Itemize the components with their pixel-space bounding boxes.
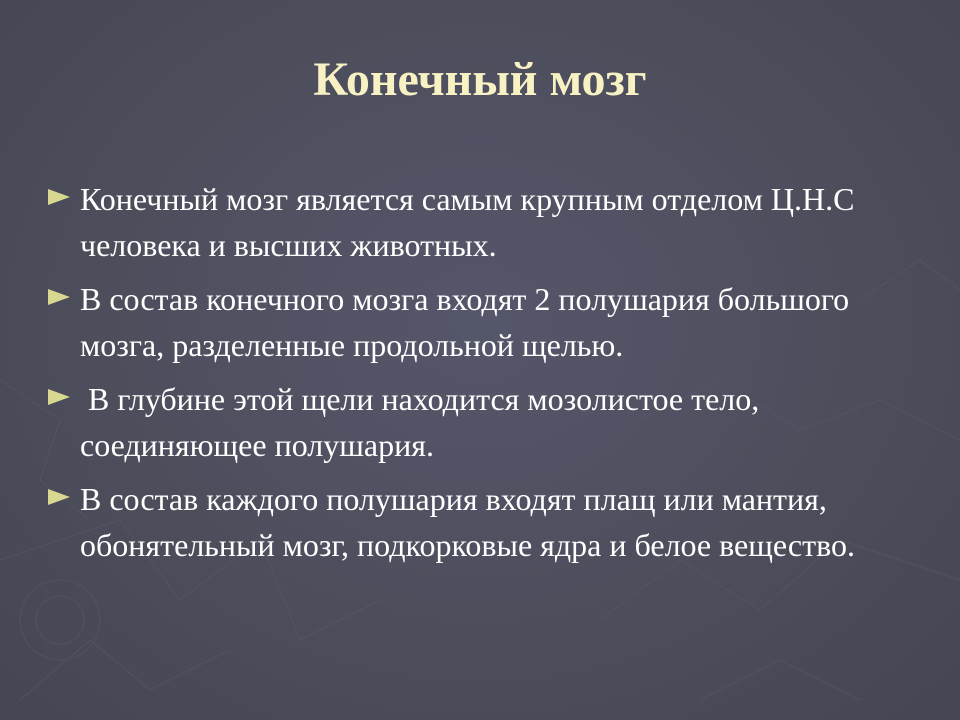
bullet-text: В глубине этой щели находится мозолистое тело, соединяющее полушария. <box>80 381 768 463</box>
slide-title: Конечный мозг <box>313 53 647 106</box>
bullet-item <box>46 376 926 468</box>
bullet-list <box>46 176 926 576</box>
bullet-text: Конечный мозг является самым крупным отделом Ц.Н.С человека и высших животных. <box>80 181 855 263</box>
bullet-text: В состав конечного мозга входят 2 полушария большого мозга, разделенные продольной щелью. <box>80 281 850 363</box>
triangle-bullet-icon <box>46 276 76 322</box>
bullet-item <box>46 276 926 368</box>
triangle-bullet-icon <box>46 176 76 222</box>
triangle-bullet-icon <box>46 476 76 522</box>
triangle-bullet-icon <box>46 376 76 422</box>
bullet-item <box>46 176 926 268</box>
bullet-text: В состав каждого полушария входят плащ или мантия, обонятельный мозг, подкорковые ядра и белое вещество. <box>80 481 855 563</box>
bullet-item <box>46 476 926 568</box>
